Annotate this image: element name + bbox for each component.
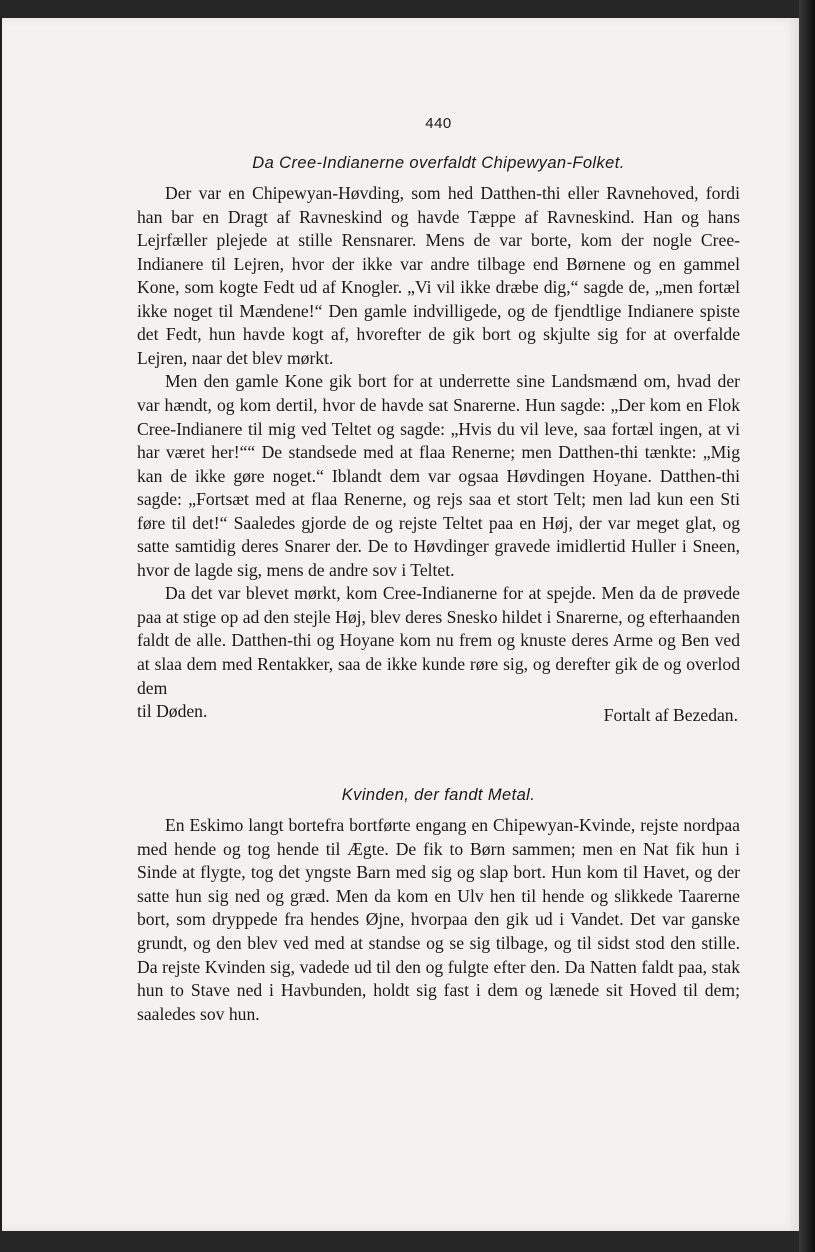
paragraph: Da det var blevet mørkt, kom Cree-Indianerne for at spejde. Men da de prøvede paa at stige op ad den stejle Høj, blev deres Snesko hildet i Snarerne, og efterhaanden faldt de alle. Datthen-thi og Hoyane kom nu frem og knuste deres Arme og Ben ved at slaa dem med Rentakker, saa de ikke kunde røre sig, og derefter gik de og overlod dem: [137, 583, 740, 698]
closing-line: [137, 700, 740, 728]
paragraph-last-line: til Døden.: [137, 701, 208, 722]
paragraph: Der var en Chipewyan-Høvding, som hed Datthen-thi eller Ravnehoved, fordi han bar en Dragt af Ravneskind og havde Tæppe af Ravneskind. Han og hans Lejrfæller plejede at stille Rensnarer. Mens de var borte, kom der nogle Cree-Indianere til Lejren, hvor der ikke var andre tilbage end Børnene og en gammel Kone, som kogte Fedt ud af Knogler. „Vi vil ikke dræbe dig,“ sagde de, „men fortæl ikke noget til Mændene!“ Den gamle indvilligede, og de fjendtlige Indianere spiste det Fedt, hun havde kogt af, hvorefter de gik bort og skjulte sig for at overfalde Lejren, naar det blev mørkt.: [137, 183, 740, 368]
scan-right-border: [799, 0, 815, 1252]
book-page: [2, 18, 799, 1231]
page-number: 440: [425, 115, 452, 132]
story-title-1: Da Cree‑Indianerne overfaldt Chipewyan‑Folket.: [252, 153, 625, 172]
scan-bottom-border: [0, 1231, 815, 1252]
page-content: [137, 112, 740, 1026]
paragraph: Men den gamle Kone gik bort for at underrette sine Landsmænd om, hvad der var hændt, og kom dertil, hvor de havde sat Snarerne. Hun sagde: „Der kom en Flok Cree-Indianere til mig ved Teltet og sagde: „Hvis du vil leve, saa fortæl ingen, at vi har været her!““ De standsede med at flaa Renerne; men Datthen-thi tænkte: „Mig kan de ikke gøre noget.“ Iblandt dem var ogsaa Høvdingen Hoyane. Datthen-thi sagde: „Fortsæt med at flaa Renerne, og rejs saa et stort Telt; men lad kun een Sti føre til det!“ Saaledes gjorde de og rejste Teltet paa en Høj, der var meget glat, og satte samtidig deres Snarer der. De to Høvdinger gravede imidlertid Huller i Sneen, hvor de lagde sig, mens de andre sov i Teltet.: [137, 371, 740, 580]
attribution: Fortalt af Bezedan.: [603, 705, 738, 726]
story-title-2: Kvinden, der fandt Metal.: [341, 785, 536, 804]
section-gap: [137, 728, 740, 784]
scan-top-border: [0, 0, 815, 18]
paragraph: En Eskimo langt bortefra bortførte engang en Chipewyan-Kvinde, rejste nordpaa med hende og tog hende til Ægte. De fik to Børn sammen; men en Nat fik hun i Sinde at flygte, tog det yngste Barn med sig og slap bort. Hun kom til Havet, og der satte hun sig ned og græd. Men da kom en Ulv hen til hende og slikkede Taarerne bort, som dryppede fra hendes Øjne, hvorpaa den gik ud i Vandet. Det var ganske grundt, og den blev ved med at standse og se sig tilbage, og til sidst stod den stille. Da rejste Kvinden sig, vadede ud til den og fulgte efter den. Da Natten faldt paa, stak hun to Stave ned i Havbunden, holdt sig fast i dem og lænede sit Hoved til dem; saaledes sov hun.: [137, 815, 740, 1024]
